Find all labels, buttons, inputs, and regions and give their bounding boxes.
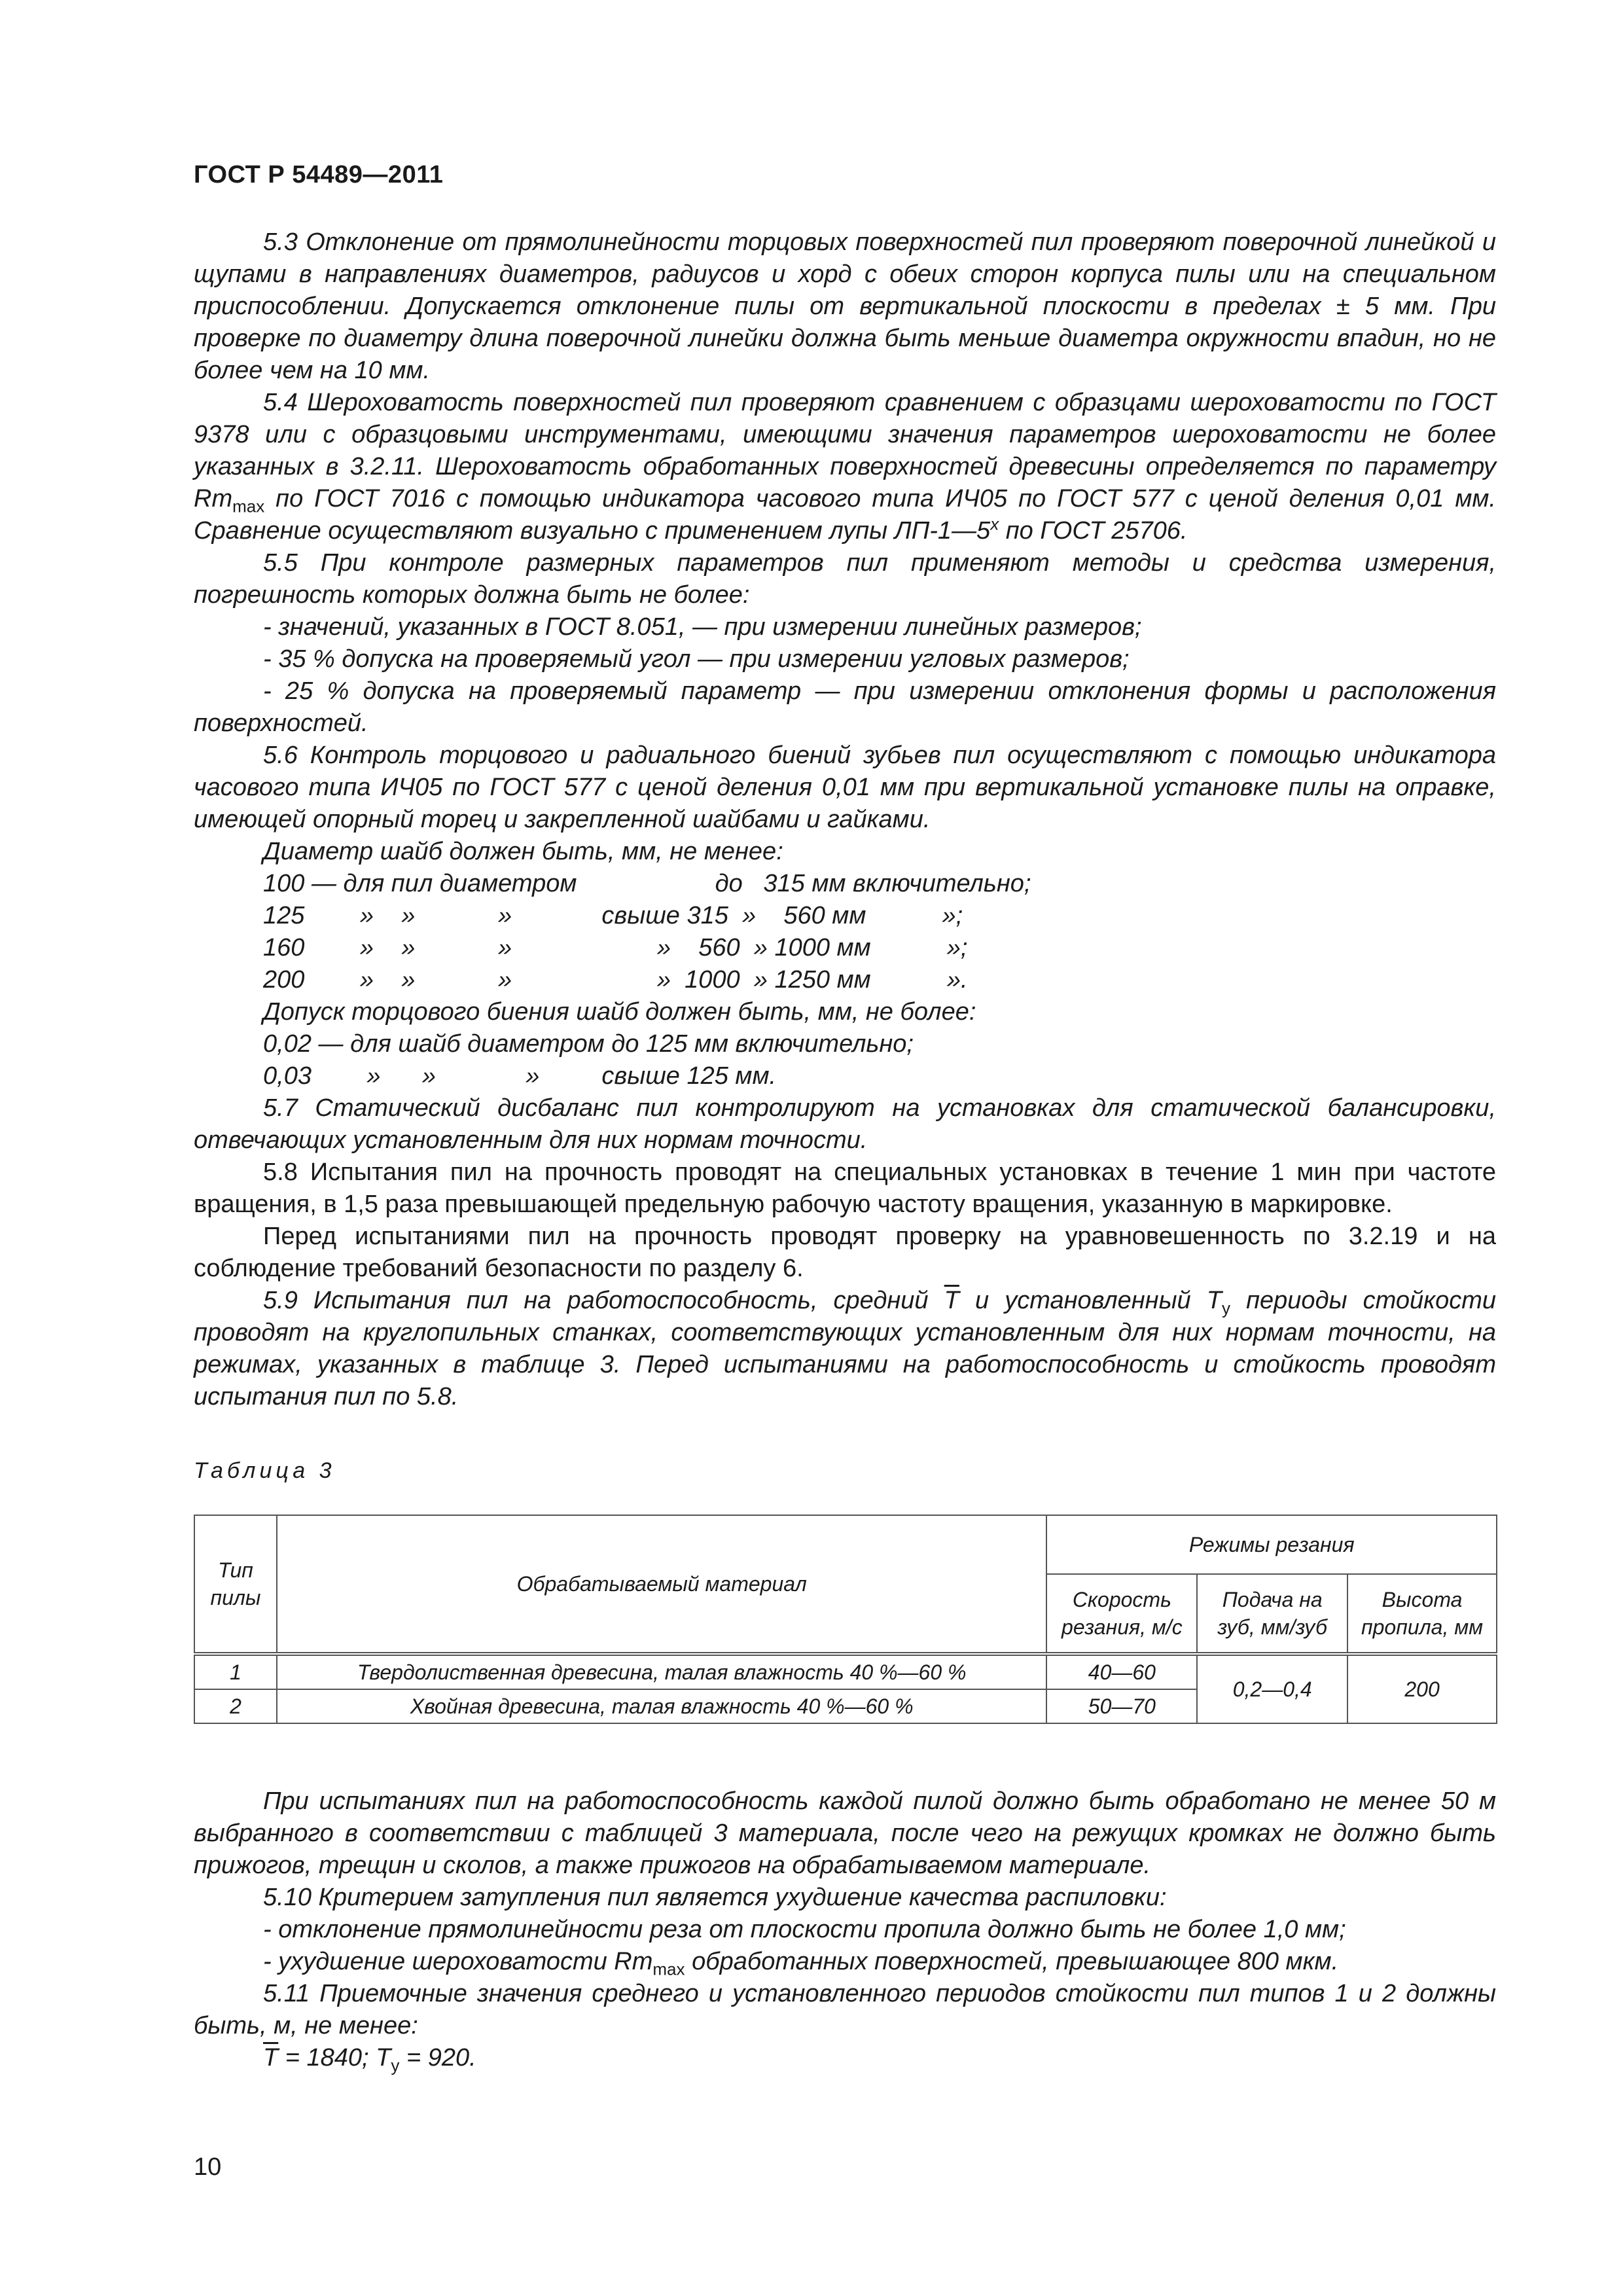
header-material: Обрабатываемый материал (277, 1515, 1046, 1654)
washer-line: 125 » » » свыше 315 » 560 мм »; (263, 902, 963, 929)
cell-material: Твердолиственная древесина, талая влажность 40 %—60 % (277, 1654, 1046, 1689)
header-feed: Подача на зуб, мм/зуб (1197, 1574, 1347, 1654)
washer-line: 100 — для пил диаметром до 315 мм включительно; (263, 870, 1031, 897)
subscript: max (232, 496, 265, 516)
paragraph-5-10: 5.10 Критерием затупления пил является ухудшение качества распиловки: (263, 1884, 1167, 1911)
paragraph-5-5: 5.5 При контроле размерных параметров пил применяют методы и средства измерения, погрешность которых должна быть не более: (194, 549, 1496, 609)
runout-line: 0,03 » » » свыше 125 мм. (263, 1062, 777, 1090)
list-item: - 25 % допуска на проверяемый параметр — при измерении отклонения формы и расположения поверхностей. (194, 677, 1496, 737)
list-item (194, 1946, 1496, 1978)
text-run: обработанных поверхностей, превышающее 800 мкм. (685, 1948, 1339, 1975)
table-row (194, 1654, 1497, 1689)
text-run: 5.9 Испытания пил на работоспособность, средний (263, 1287, 944, 1314)
text-run: и установленный T (959, 1287, 1222, 1314)
cell-feed: 0,2—0,4 (1197, 1654, 1347, 1723)
paragraph-5-8: 5.8 Испытания пил на прочность проводят на специальных установках в течение 1 мин при частоте вращения, в 1,5 раза превышающей предельную рабочую частоту вращения, указанную в маркировке. (194, 1158, 1496, 1218)
subscript: у (1222, 1298, 1231, 1318)
paragraph-5-11: 5.11 Приемочные значения среднего и установленного периодов стойкости пил типов 1 и 2 должны быть, м, не менее: (194, 1980, 1496, 2039)
document-header: ГОСТ Р 54489—2011 (194, 161, 444, 188)
text-run: = 1840; T (278, 2044, 391, 2072)
washer-intro: Диаметр шайб должен быть, мм, не менее: (263, 838, 783, 865)
header-type: Тип пилы (194, 1515, 277, 1654)
paragraph-5-9 (194, 1285, 1496, 1413)
table-3-title: Таблица 3 (194, 1458, 336, 1483)
paragraph-5-3: 5.3 Отклонение от прямолинейности торцовых поверхностей пил проверяют поверочной линейкой и щупами в направлениях диаметров, радиусов и хорд с обеих сторон корпуса пилы или на специальном приспособлении. Допускается отклонение пилы от вертикальной плоскости в пределах ± 5 мм. При проверке по диаметру длина поверочной линейки должна быть меньше диаметра окружности впадин, но не более чем на 10 мм. (194, 228, 1496, 384)
list-item: - значений, указанных в ГОСТ 8.051, — при измерении линейных размеров; (263, 613, 1142, 641)
header-cutting-modes: Режимы резания (1046, 1515, 1497, 1574)
subscript: max (652, 1959, 685, 1979)
paragraph-5-4 (194, 387, 1496, 547)
formula (194, 2042, 1496, 2074)
page-number: 10 (194, 2153, 222, 2181)
list-item: - отклонение прямолинейности реза от плоскости пропила должно быть не более 1,0 мм; (263, 1916, 1346, 1943)
mean-period-symbol: $\overline{T}$ (263, 2044, 279, 2072)
paragraph-after-table: При испытаниях пил на работоспособность каждой пилой должно быть обработано не менее 50 м выбранного в соответствии с таблицей 3 материала, после чего на режущих кромках не должно быть прижогов, трещин и сколов, а также прижогов на обрабатываемом материале. (194, 1787, 1496, 1879)
cell-material: Хвойная древесина, талая влажность 40 %—60 % (277, 1689, 1046, 1723)
subscript: у (391, 2055, 400, 2075)
text-run: = 920. (399, 2044, 476, 2072)
table-3 (194, 1515, 1497, 1724)
runout-line: 0,02 — для шайб диаметром до 125 мм включительно; (263, 1030, 914, 1058)
cell-height: 200 (1347, 1654, 1497, 1723)
cell-type: 1 (194, 1654, 277, 1689)
runout-intro: Допуск торцового биения шайб должен быть, мм, не более: (263, 998, 976, 1026)
paragraph-5-8-continued: Перед испытаниями пил на прочность проводят проверку на уравновешенность по 3.2.19 и на соблюдение требований безопасности по разделу 6. (194, 1223, 1496, 1282)
cell-speed: 50—70 (1046, 1689, 1197, 1723)
cell-speed: 40—60 (1046, 1654, 1197, 1689)
text-run: по ГОСТ 25706. (999, 517, 1188, 545)
list-item: - 35 % допуска на проверяемый угол — при измерении угловых размеров; (263, 645, 1130, 673)
header-height: Высота пропила, мм (1347, 1574, 1497, 1654)
text-run: по ГОСТ 7016 с помощью индикатора часового типа ИЧ05 по ГОСТ 577 с ценой деления 0,01 мм. Сравнение осуществляют визуально с применением лупы ЛП-1—5 (194, 485, 1496, 545)
washer-line: 200 » » » » 1000 » 1250 мм ». (263, 966, 968, 994)
header-speed: Скорость резания, м/с (1046, 1574, 1197, 1654)
mean-period-symbol: $\overline{T}$ (944, 1287, 959, 1314)
paragraph-5-7: 5.7 Статический дисбаланс пил контролируют на установках для статической балансировки, отвечающих установленным для них нормам точности. (194, 1094, 1496, 1154)
cell-type: 2 (194, 1689, 277, 1723)
superscript: х (990, 514, 999, 534)
paragraph-5-6: 5.6 Контроль торцового и радиального биений зубьев пил осуществляют с помощью индикатора часового типа ИЧ05 по ГОСТ 577 с ценой деления 0,01 мм при вертикальной установке пилы на оправке, имеющей опорный торец и закрепленной шайбами и гайками. (194, 742, 1496, 833)
washer-line: 160 » » » » 560 » 1000 мм »; (263, 934, 968, 961)
text-run: периоды стойкости проводят на круглопильных станках, соответствующих установленным для них нормам точности, на режимах, указанных в таблице 3. Перед испытаниями на работоспособность и стойкость проводят испытания пил по 5.8. (194, 1287, 1496, 1410)
document-body (194, 226, 1496, 2074)
text-run: - ухудшение шероховатости Rm (263, 1948, 653, 1975)
text-run: 5.4 Шероховатость поверхностей пил проверяют сравнением с образцами шероховатости по ГОСТ 9378 или с образцовыми инструментами, имеющими значения параметров шероховатости не более указанных в 3.2.11. Шероховатость обработанных поверхностей древесины определяется по параметру Rm (194, 389, 1496, 512)
